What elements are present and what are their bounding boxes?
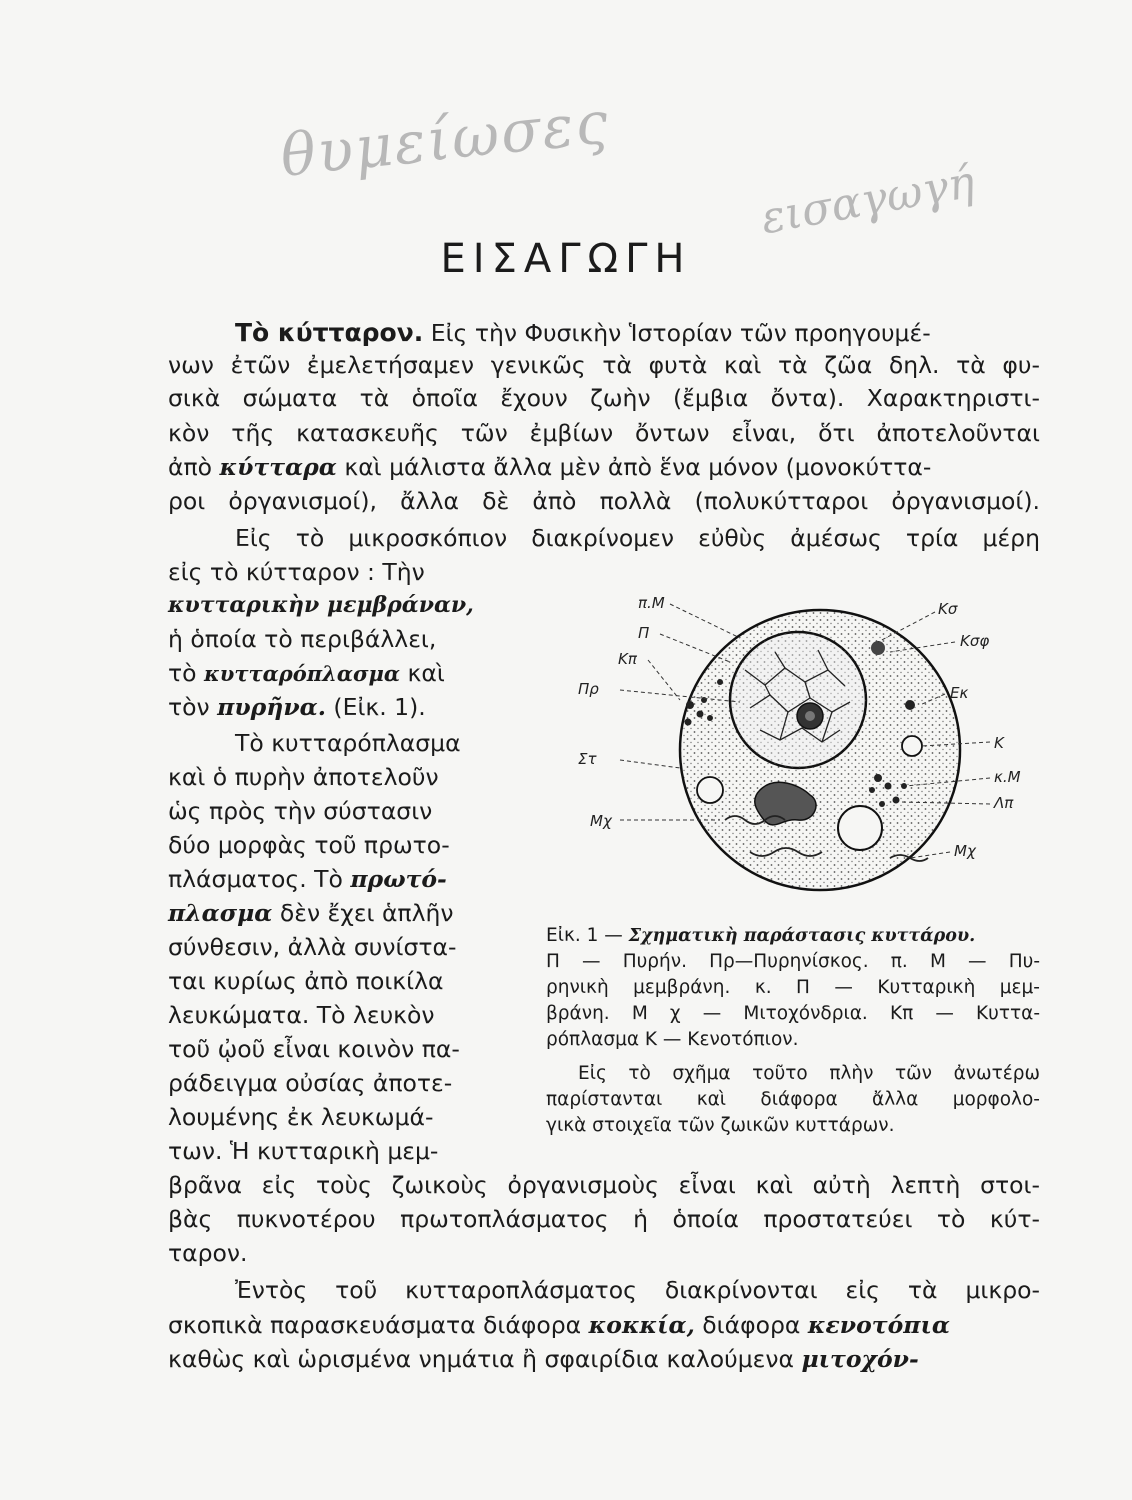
para1-heading: Τὸ κύτταρον. [235, 318, 424, 347]
para1-line1 [235, 318, 1037, 348]
label-Mx-right: Μχ [954, 842, 976, 860]
term-granules: κοκκία, [588, 1311, 695, 1339]
para4-line3 [168, 1344, 1040, 1374]
para3-line10: τοῦ ᾠοῦ εἶναι κοινὸν πα- [168, 1035, 460, 1063]
term-membrane: κυτταρικὴν μεμβράναν, [168, 592, 474, 618]
term-protoplasm-b: πλασμα [168, 899, 273, 927]
para2-line6 [168, 692, 426, 722]
term-cytoplasm: κυτταρόπλασμα [204, 661, 400, 686]
para3-line14: βρᾶνα εἰς τοὺς ζωικοὺς ὀργανισμοὺς εἶναι καὶ αὐτὴ λεπτὴ στοι- [168, 1171, 1040, 1199]
para1-line4: κὸν τῆς κατασκευῆς τῶν ἐμβίων ὄντων εἶναι, ὅτι ἀποτελοῦνται [168, 419, 1040, 447]
figure-caption-line7: παρίστανται καὶ διάφορα ἄλλα μορφολο- [546, 1089, 1040, 1110]
label-pM: π.Μ [638, 594, 665, 612]
para2-line2: εἰς τὸ κύτταρον : Τὴν [168, 558, 425, 586]
para3-line6-b: δὲν ἔχει ἁπλῆν [279, 899, 454, 927]
label-Ks: Κσ [938, 600, 958, 618]
label-P: Π [638, 624, 650, 642]
vacuole [902, 736, 922, 756]
para4-line2-c: διάφορα [702, 1311, 801, 1339]
figure-caption-line2: Π — Πυρήν. Πρ—Πυρηνίσκος. π. Μ — Πυ- [546, 951, 1040, 972]
para3-line2: καὶ ὁ πυρὴν ἀποτελοῦν [168, 763, 439, 791]
figure-caption-line1 [546, 924, 1040, 948]
para1-line3: σικὰ σώματα τὰ ὁποῖα ἔχουν ζωὴν (ἔμβια ὄντα). Χαρακτηριστι- [168, 384, 1040, 412]
label-Ksf: Κσφ [960, 632, 990, 650]
para1-line1-text: Εἰς τὴν Φυσικὴν Ἱστορίαν τῶν προηγουμέ- [430, 319, 931, 347]
para1-line5 [168, 452, 1040, 482]
figure-caption-line5: ρόπλασμα Κ — Κενοτόπιον. [546, 1029, 799, 1050]
figure-number: Εἰκ. 1 — [546, 925, 623, 946]
para2-line4: ἡ ὁποία τὸ περιβάλλει, [168, 625, 437, 653]
para3-line13: των. Ἡ κυτταρικὴ μεμ- [168, 1137, 439, 1165]
term-protoplasm-a: πρωτό- [350, 865, 447, 893]
label-Lp: Λπ [994, 794, 1014, 812]
para4-line1: Ἐντὸς τοῦ κυτταροπλάσματος διακρίνονται εἰς τὰ μικρο- [235, 1276, 1040, 1304]
term-nucleus: πυρῆνα. [217, 693, 326, 721]
para3-line4: δύο μορφὰς τοῦ πρωτο- [168, 831, 450, 859]
para1-line6: ροι ὀργανισμοί), ἄλλα δὲ ἀπὸ πολλὰ (πολυκύτταροι ὀργανισμοί). [168, 487, 1040, 515]
para2-line6-c: (Εἰκ. 1). [333, 693, 426, 721]
para1-line5-c: καὶ μάλιστα ἄλλα μὲν ἀπὸ ἕνα μόνον (μονοκύττα- [344, 453, 932, 481]
term-mitochondria: μιτοχόν- [801, 1345, 919, 1373]
para1-line2: νων ἐτῶν ἐμελετήσαμεν γενικῶς τὰ φυτὰ καὶ τὰ ζῶα δηλ. τὰ φυ- [168, 351, 1040, 379]
figure-caption-line3: ρηνικὴ μεμβράνη. κ. Π — Κυτταρικὴ μεμ- [546, 977, 1040, 998]
label-Mx-left: Μχ [590, 812, 612, 830]
vacuole [838, 806, 882, 850]
vacuole [697, 777, 723, 803]
para2-line6-a: τὸν [168, 693, 210, 721]
para4-line3-a: καθὼς καὶ ὡρισμένα νημάτια ἢ σφαιρίδια καλούμενα [168, 1345, 794, 1373]
para3-line12: λουμένης ἐκ λευκωμά- [168, 1103, 434, 1131]
para3-line7: σύνθεσιν, ἀλλὰ συνίστα- [168, 933, 457, 961]
para3-line16: ταρον. [168, 1239, 248, 1267]
para2-line1: Εἰς τὸ μικροσκόπιον διακρίνομεν εὐθὺς ἀμέσως τρία μέρη [235, 524, 1040, 552]
para3-line5 [168, 864, 447, 894]
label-Kp: Κπ [618, 650, 637, 668]
figure-labels-left [578, 594, 665, 830]
label-Ek: Εκ [950, 684, 969, 702]
para4-line2-a: σκοπικὰ παρασκευάσματα διάφορα [168, 1311, 582, 1339]
para3-line9: λευκώματα. Τὸ λευκὸν [168, 1001, 435, 1029]
page-title: ΕΙΣΑΓΩΓΗ [440, 236, 692, 282]
para3-line5-a: πλάσματος. Τὸ [168, 865, 343, 893]
para2-line5 [168, 658, 513, 689]
term-vacuoles: κενοτόπια [807, 1311, 950, 1339]
cell-diagram [560, 590, 1040, 910]
label-K: Κ [994, 734, 1004, 752]
handwritten-note-top: θυμείωσες [277, 87, 613, 191]
centrosome [871, 641, 885, 655]
figure-caption-line6: Εἰς τὸ σχῆμα τοῦτο πλὴν τῶν ἀνωτέρω [578, 1063, 1040, 1084]
para4-line2 [168, 1310, 1040, 1340]
figure-caption-line4: βράνη. Μ χ — Μιτοχόνδρια. Κπ — Κυττα- [546, 1003, 1040, 1024]
figure-caption-line8: γικὰ στοιχεῖα τῶν ζωικῶν κυττάρων. [546, 1115, 895, 1136]
para2-line5-a: τὸ [168, 659, 197, 687]
figure-title: Σχηματικὴ παράστασις κυττάρου. [628, 926, 976, 946]
para2-line5-c: καὶ [407, 659, 445, 687]
para3-line15: βὰς πυκνοτέρου πρωτοπλάσματος ἡ ὁποία προστατεύει τὸ κύτ- [168, 1205, 1040, 1233]
para1-line5-a: ἀπὸ [168, 453, 213, 481]
para3-line1: Τὸ κυτταρόπλασμα [235, 729, 461, 757]
para3-line8: ται κυρίως ἀπὸ ποικίλα [168, 967, 444, 995]
para3-line11: ράδειγμα οὐσίας ἀποτε- [168, 1069, 453, 1097]
para3-line3: ὡς πρὸς τὴν σύστασιν [168, 797, 433, 825]
label-St: Στ [578, 750, 597, 768]
term-kyttara: κύτταρα [219, 453, 337, 481]
handwritten-note-right: εισαγωγή [757, 156, 979, 245]
label-kM: κ.Μ [994, 768, 1021, 786]
para3-line6 [168, 898, 454, 928]
label-Pr: Πρ [578, 680, 599, 698]
